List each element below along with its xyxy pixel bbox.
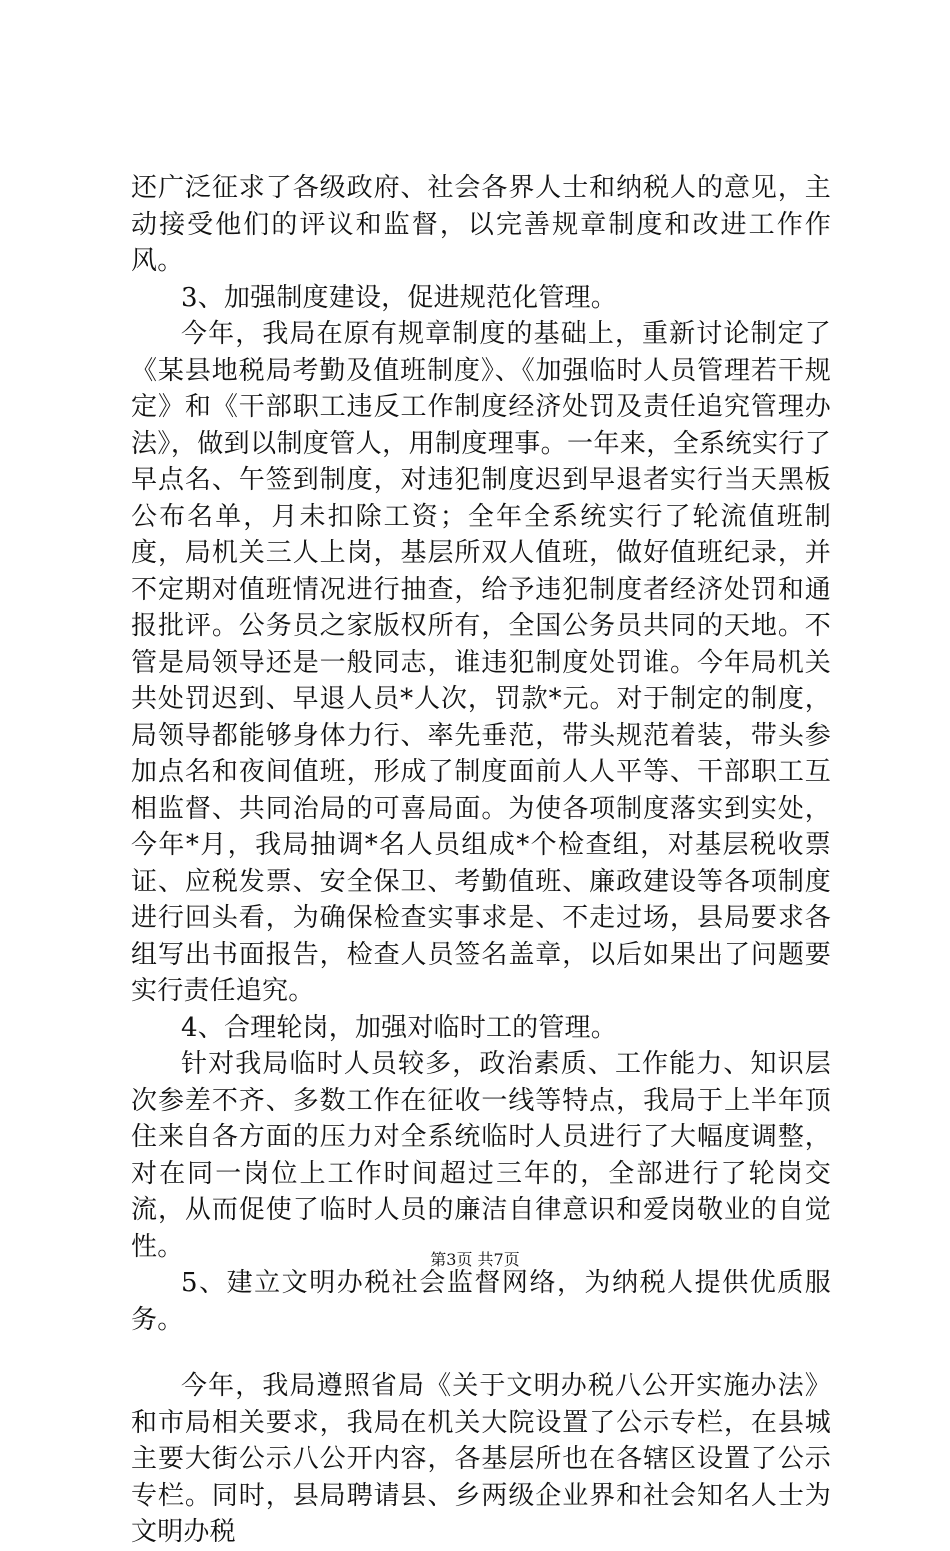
page-footer [0,1247,950,1270]
section-heading-4: 4、合理轮岗，加强对临时工的管理。 [181,1012,617,1043]
section-heading-5: 5、建立文明办税社会监督网络，为纳税人提供优质服务。 [131,1268,831,1335]
paragraph-regulations: 今年，我局在原有规章制度的基础上，重新讨论制定了《某县地税局考勤及值班制度》、《加强临时人员管理若干规定》和《干部职工违反工作制度经济处罚及责任追究管理办法》，做到以制度管人，用制度理事。一年来，全系统实行了早点名、午签到制度，对违犯制度迟到早退者实行当天黑板公布名单，月未扣除工资；全年全系统实行了轮流值班制度，局机关三人上岗，基层所双人值班，做好值班纪录，并不定期对值班情况进行抽查，给予违犯制度者经济处罚和通报批评。公务员之家版权所有，全国公务员共同的天地。不管是局领导还是一般同志，谁违犯制度处罚谁。今年局机关共处罚迟到、早退人员*人次，罚款*元。对于制定的制度，局领导都能够身体力行、率先垂范，带头规范着装，带头参加点名和夜间值班，形成了制度面前人人平等、干部职工互相监督、共同治局的可喜局面。为使各项制度落实到实处，今年*月，我局抽调*名人员组成*个检查组，对基层税收票证、应税发票、安全保卫、考勤值班、廉政建设等各项制度进行回头看，为确保检查实事求是、不走过场，县局要求各组写出书面报告，检查人员签名盖章，以后如果出了问题要实行责任追究。 [131,319,831,1006]
section-heading-3: 3、加强制度建设，促进规范化管理。 [181,282,617,313]
page-number-label: 第3页 共7页 [430,1250,520,1269]
document-body [131,170,831,1551]
paragraph-continuation: 还广泛征求了各级政府、社会各界人士和纳税人的意见，主动接受他们的评议和监督，以完善规章制度和改进工作作风。 [131,173,831,276]
paragraph-supervision: 今年，我局遵照省局《关于文明办税八公开实施办法》和市局相关要求，我局在机关大院设置了公示专栏，在县城主要大街公示八公开内容，各基层所也在各辖区设置了公示专栏。同时，县局聘请县、乡两级企业界和社会知名人士为文明办税 [131,1371,831,1547]
paragraph-rotation: 针对我局临时人员较多，政治素质、工作能力、知识层次参差不齐、多数工作在征收一线等特点，我局于上半年顶住来自各方面的压力对全系统临时人员进行了大幅度调整，对在同一岗位上工作时间超过三年的，全部进行了轮岗交流，从而促使了临时人员的廉洁自律意识和爱岗敬业的自觉性。 [131,1049,831,1262]
